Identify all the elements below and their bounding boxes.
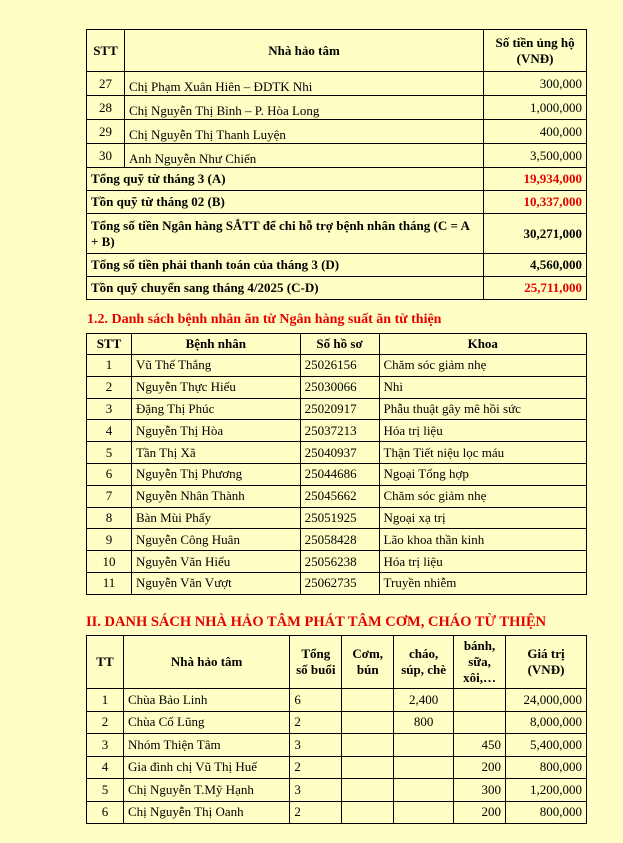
tt-cell: 2 (87, 711, 124, 734)
sessions-cell: 2 (290, 711, 342, 734)
donations-table (86, 29, 587, 300)
col-header-sessions: Tổng số buổi (290, 636, 342, 689)
donor-name-cell: Chùa Cổ Lũng (123, 711, 289, 734)
table-row (87, 442, 587, 464)
donor-name-cell: Chị Phạm Xuân Hiên – ĐDTK Nhi (124, 72, 483, 96)
stt-cell: 8 (87, 507, 132, 529)
table-row (87, 120, 587, 144)
record-number-cell: 25051925 (300, 507, 379, 529)
tt-cell: 5 (87, 779, 124, 802)
summary-row (87, 277, 587, 300)
stt-cell: 27 (87, 72, 125, 96)
record-number-cell: 25020917 (300, 398, 379, 420)
record-number-cell: 25058428 (300, 529, 379, 551)
meals-donors-table (86, 635, 587, 824)
record-number-cell: 25044686 (300, 463, 379, 485)
record-number-cell: 25026156 (300, 355, 379, 377)
bread-cell: 200 (454, 756, 506, 779)
stt-cell: 4 (87, 420, 132, 442)
patient-name-cell: Nguyễn Nhân Thành (131, 485, 300, 507)
col-header-rice: Cơm, bún (342, 636, 394, 689)
table-row (87, 756, 587, 779)
table-row (87, 779, 587, 802)
porridge-cell (394, 734, 454, 757)
donor-name-cell: Chị Nguyễn Thị Oanh (123, 801, 289, 824)
department-cell: Truyền nhiễm (379, 572, 587, 594)
summary-label: Tổng số tiền phải thanh toán của tháng 3 (D) (87, 254, 484, 277)
col-header-patient: Bệnh nhân (131, 334, 300, 355)
summary-row (87, 214, 587, 254)
porridge-cell (394, 779, 454, 802)
bread-cell: 300 (454, 779, 506, 802)
sessions-cell: 3 (290, 779, 342, 802)
section-title-patients: 1.2. Danh sách bệnh nhân ăn từ Ngân hàng suất ăn từ thiện (87, 312, 442, 327)
department-cell: Phẫu thuật gây mê hồi sức (379, 398, 587, 420)
table-row (87, 420, 587, 442)
amount-cell: 300,000 (484, 72, 587, 96)
value-cell: 24,000,000 (506, 689, 587, 712)
col-header-value: Giá trị (VNĐ) (506, 636, 587, 689)
porridge-cell: 800 (394, 711, 454, 734)
patient-name-cell: Vũ Thế Thắng (131, 355, 300, 377)
donor-name-cell: Chùa Bảo Linh (123, 689, 289, 712)
patient-name-cell: Nguyễn Thực Hiếu (131, 376, 300, 398)
porridge-cell (394, 801, 454, 824)
summary-label: Tổng quỹ từ tháng 3 (A) (87, 168, 484, 191)
table-row (87, 801, 587, 824)
record-number-cell: 25045662 (300, 485, 379, 507)
stt-cell: 30 (87, 144, 125, 168)
col-header-stt: STT (87, 334, 132, 355)
table-row (87, 376, 587, 398)
stt-cell: 29 (87, 120, 125, 144)
patient-name-cell: Nguyễn Thị Phương (131, 463, 300, 485)
table-row (87, 72, 587, 96)
donor-name-cell: Nhóm Thiện Tâm (123, 734, 289, 757)
patients-body (87, 355, 587, 595)
col-header-record: Số hồ sơ (300, 334, 379, 355)
summary-row (87, 168, 587, 191)
summary-value: 30,271,000 (484, 214, 587, 254)
stt-cell: 2 (87, 376, 132, 398)
col-header-bread: bánh, sữa, xôi,… (454, 636, 506, 689)
meals-donors-body (87, 689, 587, 824)
value-cell: 1,200,000 (506, 779, 587, 802)
table-row (87, 463, 587, 485)
amount-cell: 1,000,000 (484, 96, 587, 120)
patient-name-cell: Nguyễn Công Huân (131, 529, 300, 551)
patients-table (86, 333, 587, 595)
table-row (87, 711, 587, 734)
col-header-stt: STT (87, 30, 125, 72)
section-title-donors: II. DANH SÁCH NHÀ HẢO TÂM PHÁT TÂM CƠM, CHÁO TỪ THIỆN (86, 614, 547, 630)
department-cell: Chăm sóc giảm nhẹ (379, 355, 587, 377)
rice-cell (342, 734, 394, 757)
table-row (87, 507, 587, 529)
record-number-cell: 25062735 (300, 572, 379, 594)
col-header-dept: Khoa (379, 334, 587, 355)
record-number-cell: 25037213 (300, 420, 379, 442)
donor-name-cell: Chị Nguyễn Thị Thanh Luyện (124, 120, 483, 144)
bread-cell: 450 (454, 734, 506, 757)
tt-cell: 4 (87, 756, 124, 779)
department-cell: Ngoại xạ trị (379, 507, 587, 529)
value-cell: 8,000,000 (506, 711, 587, 734)
table-row (87, 529, 587, 551)
donor-name-cell: Chị Nguyễn T.Mỹ Hạnh (123, 779, 289, 802)
department-cell: Chăm sóc giảm nhẹ (379, 485, 587, 507)
table-row (87, 572, 587, 594)
summary-label: Tồn quỹ chuyển sang tháng 4/2025 (C-D) (87, 277, 484, 300)
summary-label: Tổng số tiền Ngân hàng SẮTT để chi hỗ trợ bệnh nhân tháng (C = A + B) (87, 214, 484, 254)
amount-cell: 3,500,000 (484, 144, 587, 168)
table-row (87, 96, 587, 120)
department-cell: Nhi (379, 376, 587, 398)
patient-name-cell: Nguyễn Văn Hiếu (131, 551, 300, 573)
sessions-cell: 2 (290, 801, 342, 824)
summary-value: 19,934,000 (484, 168, 587, 191)
col-header-tt: TT (87, 636, 124, 689)
tt-cell: 3 (87, 734, 124, 757)
porridge-cell: 2,400 (394, 689, 454, 712)
record-number-cell: 25030066 (300, 376, 379, 398)
stt-cell: 9 (87, 529, 132, 551)
department-cell: Hóa trị liệu (379, 551, 587, 573)
stt-cell: 5 (87, 442, 132, 464)
summary-label: Tồn quỹ từ tháng 02 (B) (87, 191, 484, 214)
stt-cell: 1 (87, 355, 132, 377)
rice-cell (342, 779, 394, 802)
table-row (87, 551, 587, 573)
value-cell: 800,000 (506, 801, 587, 824)
stt-cell: 3 (87, 398, 132, 420)
department-cell: Lão khoa thần kinh (379, 529, 587, 551)
record-number-cell: 25056238 (300, 551, 379, 573)
col-header-porridge: cháo, súp, chè (394, 636, 454, 689)
rice-cell (342, 689, 394, 712)
department-cell: Hóa trị liệu (379, 420, 587, 442)
summary-value: 25,711,000 (484, 277, 587, 300)
tt-cell: 1 (87, 689, 124, 712)
summary-row (87, 254, 587, 277)
rice-cell (342, 801, 394, 824)
sessions-cell: 6 (290, 689, 342, 712)
tt-cell: 6 (87, 801, 124, 824)
col-header-donor: Nhà hảo tâm (124, 30, 483, 72)
table-row (87, 144, 587, 168)
bread-cell (454, 689, 506, 712)
value-cell: 800,000 (506, 756, 587, 779)
patient-name-cell: Bàn Mùi Phấy (131, 507, 300, 529)
department-cell: Thận Tiết niệu lọc máu (379, 442, 587, 464)
patient-name-cell: Nguyễn Văn Vượt (131, 572, 300, 594)
department-cell: Ngoại Tổng hợp (379, 463, 587, 485)
sessions-cell: 3 (290, 734, 342, 757)
patient-name-cell: Đặng Thị Phúc (131, 398, 300, 420)
col-header-amount: Số tiền ủng hộ (VNĐ) (484, 30, 587, 72)
sessions-cell: 2 (290, 756, 342, 779)
table-row (87, 398, 587, 420)
table-row (87, 485, 587, 507)
rice-cell (342, 711, 394, 734)
stt-cell: 28 (87, 96, 125, 120)
col-header-donor: Nhà hảo tâm (123, 636, 289, 689)
bread-cell (454, 711, 506, 734)
value-cell: 5,400,000 (506, 734, 587, 757)
table-row (87, 355, 587, 377)
donor-name-cell: Anh Nguyễn Như Chiến (124, 144, 483, 168)
donor-name-cell: Chị Nguyễn Thị Bình – P. Hòa Long (124, 96, 483, 120)
stt-cell: 11 (87, 572, 132, 594)
stt-cell: 6 (87, 463, 132, 485)
donor-name-cell: Gia đình chị Vũ Thị Huế (123, 756, 289, 779)
table-row (87, 689, 587, 712)
rice-cell (342, 756, 394, 779)
donations-body (87, 72, 587, 300)
patient-name-cell: Nguyễn Thị Hòa (131, 420, 300, 442)
record-number-cell: 25040937 (300, 442, 379, 464)
porridge-cell (394, 756, 454, 779)
summary-row (87, 191, 587, 214)
summary-value: 10,337,000 (484, 191, 587, 214)
summary-value: 4,560,000 (484, 254, 587, 277)
amount-cell: 400,000 (484, 120, 587, 144)
table-row (87, 734, 587, 757)
stt-cell: 10 (87, 551, 132, 573)
stt-cell: 7 (87, 485, 132, 507)
patient-name-cell: Tần Thị Xã (131, 442, 300, 464)
bread-cell: 200 (454, 801, 506, 824)
